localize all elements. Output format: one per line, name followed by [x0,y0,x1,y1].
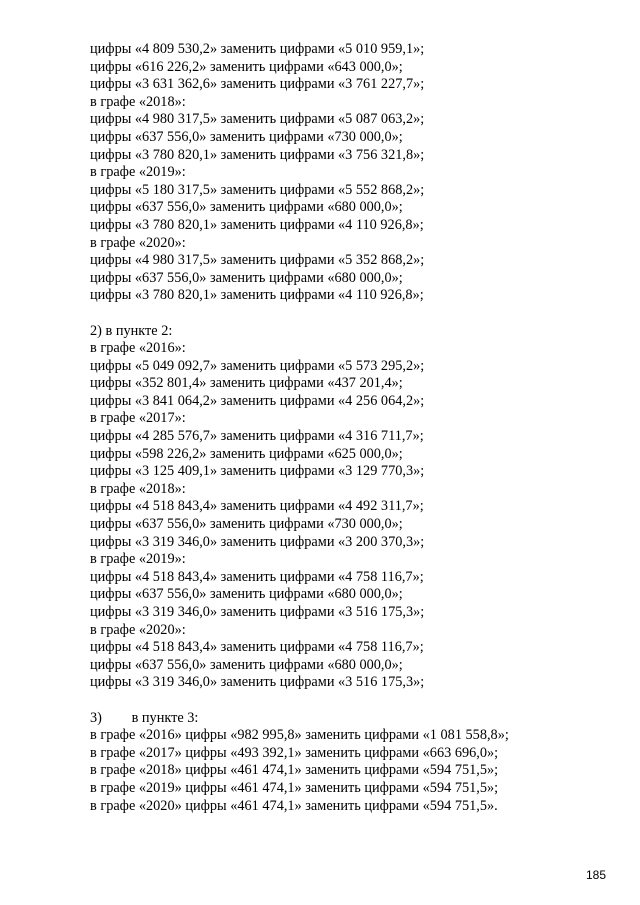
text-line: цифры «637 556,0» заменить цифрами «680 000,0»; [90,656,403,673]
text-line: цифры «5 180 317,5» заменить цифрами «5 552 868,2»; [90,181,425,198]
text-line: в графе «2017»: [90,410,186,427]
item-2-heading [90,323,620,341]
text-line: цифры «4 980 317,5» заменить цифрами «5 352 868,2»; [90,252,425,269]
text-line: в графе «2017» цифры «493 392,1» заменить цифрами «663 696,0»; [90,744,499,761]
text-line: в графе «2019»: [90,164,186,181]
text-line: цифры «637 556,0» заменить цифрами «680 000,0»; [90,586,403,603]
section-item-3 [90,710,620,816]
text-line: цифры «616 226,2» заменить цифрами «643 000,0»; [90,58,403,75]
text-line: цифры «637 556,0» заменить цифрами «680 000,0»; [90,269,403,286]
paragraph-spacer [90,305,620,323]
text-line: цифры «4 285 576,7» заменить цифрами «4 316 711,7»; [90,428,424,445]
text-line: цифры «3 780 820,1» заменить цифрами «4 110 926,8»; [90,287,424,304]
text-line: цифры «3 319 346,0» заменить цифрами «3 200 370,3»; [90,533,425,550]
text-line: в графе «2020» цифры «461 474,1» заменить цифрами «594 751,5». [90,797,498,814]
text-line: цифры «4 518 843,4» заменить цифрами «4 758 116,7»; [90,568,424,585]
text-line: цифры «4 809 530,2» заменить цифрами «5 010 959,1»; [90,41,425,57]
text-line: цифры «3 780 820,1» заменить цифрами «3 756 321,8»; [90,146,425,163]
text-line: цифры «4 518 843,4» заменить цифрами «4 758 116,7»; [90,639,424,656]
text-line: в графе «2020»: [90,234,186,251]
text-line: цифры «3 780 820,1» заменить цифрами «4 110 926,8»; [90,216,424,233]
text-line: цифры «637 556,0» заменить цифрами «730 000,0»; [90,516,403,533]
section-item-2 [90,323,620,692]
item-3-title: в пункте 3: [131,709,199,726]
section-1-continuation [90,41,620,305]
text-line: цифры «637 556,0» заменить цифрами «680 000,0»; [90,199,403,216]
text-line: цифры «3 841 064,2» заменить цифрами «4 256 064,2»; [90,392,425,409]
text-line: в графе «2018»: [90,480,186,497]
text-line: цифры «4 518 843,4» заменить цифрами «4 492 311,7»; [90,498,424,515]
text-line: цифры «3 319 346,0» заменить цифрами «3 516 175,3»; [90,674,425,691]
text-line: цифры «598 226,2» заменить цифрами «625 000,0»; [90,445,403,462]
text-line: в графе «2020»: [90,621,186,638]
text-line: в графе «2018»: [90,93,186,110]
page-number: 185 [586,868,607,882]
text-line: цифры «3 631 362,6» заменить цифрами «3 761 227,7»; [90,76,425,93]
text-line: в графе «2016» цифры «982 995,8» заменить цифрами «1 081 558,8»; [90,727,509,744]
text-line: в графе «2019» цифры «461 474,1» заменить цифрами «594 751,5»; [90,779,499,796]
text-line: цифры «3 125 409,1» заменить цифрами «3 129 770,3»; [90,463,425,480]
text-line: цифры «637 556,0» заменить цифрами «730 000,0»; [90,128,403,145]
text-line: цифры «4 980 317,5» заменить цифрами «5 087 063,2»; [90,111,425,128]
item-2-title: в пункте 2: [105,322,173,339]
item-3-heading [90,710,620,728]
text-line: в графе «2019»: [90,551,186,568]
text-line: цифры «352 801,4» заменить цифрами «437 201,4»; [90,375,403,392]
text-line: в графе «2016»: [90,340,186,357]
text-line: в графе «2018» цифры «461 474,1» заменить цифрами «594 751,5»; [90,762,499,779]
document-body [90,41,620,815]
item-3-number: 3) [90,709,102,726]
item-2-number: 2) [90,322,102,339]
text-line: цифры «3 319 346,0» заменить цифрами «3 516 175,3»; [90,604,425,620]
text-line: цифры «5 049 092,7» заменить цифрами «5 573 295,2»; [90,357,425,374]
paragraph-spacer [90,692,620,710]
